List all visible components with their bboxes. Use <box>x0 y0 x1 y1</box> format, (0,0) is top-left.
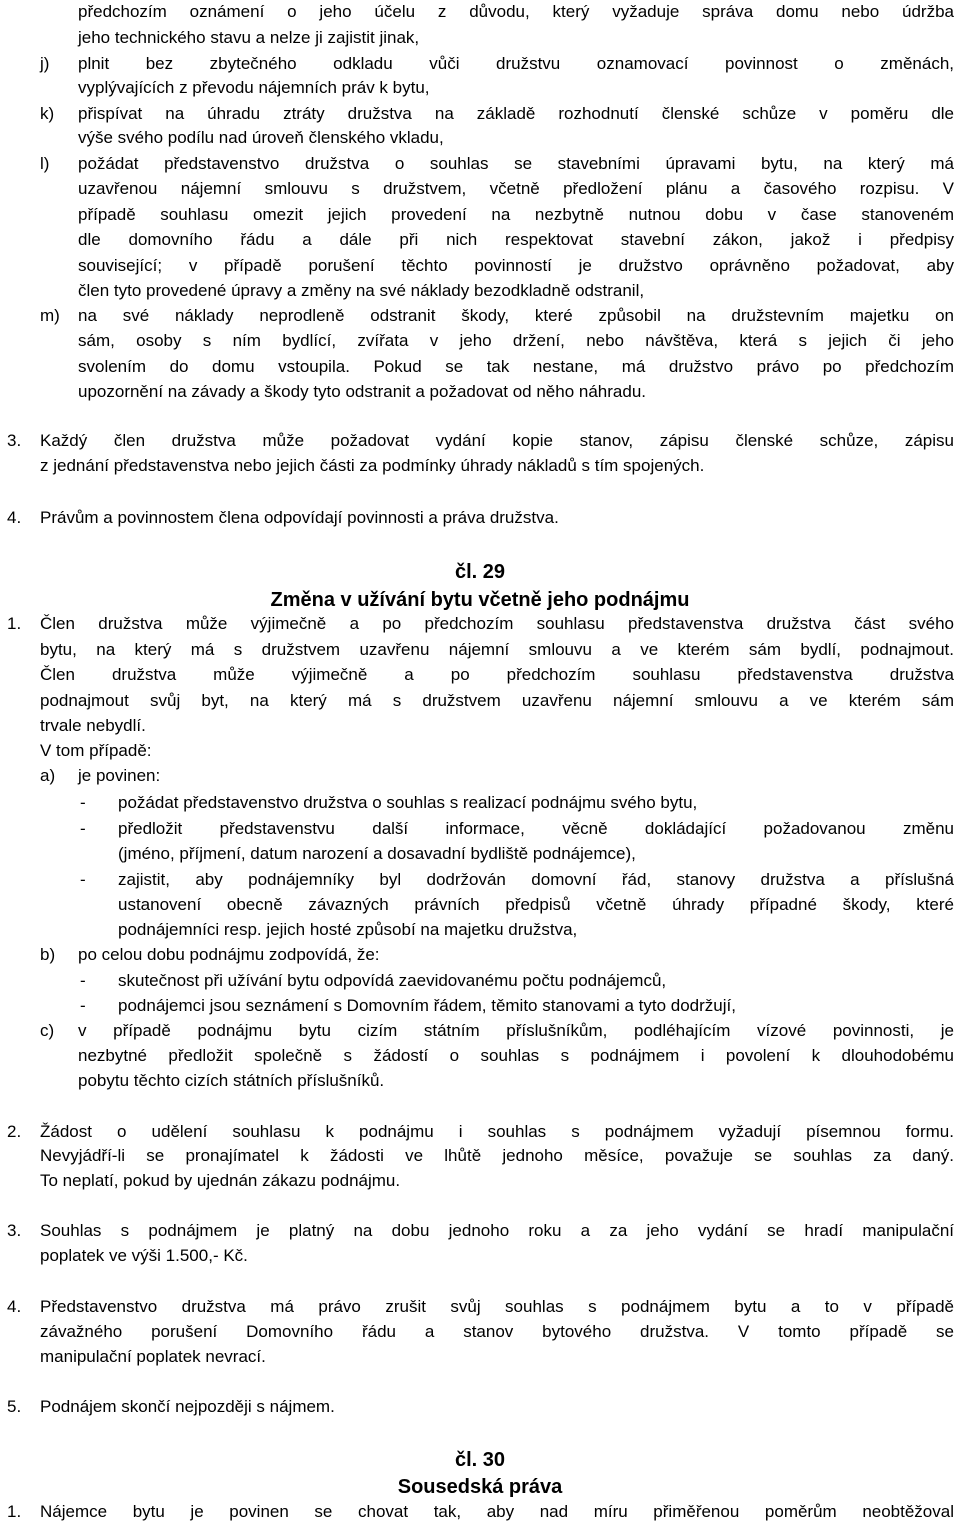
item-marker: b) <box>40 945 56 964</box>
item-b-line: po celou dobu podnájmu zodpovídá, že: <box>78 945 380 964</box>
paragraph-number: 3. <box>7 1221 22 1240</box>
paragraph-2-line: Žádost o udělení souhlasu k podnájmu i souhlas s podnájmem vyžadují písemnou formu. <box>40 1122 954 1141</box>
item-marker: c) <box>40 1021 55 1040</box>
item-l-line: požádat představenstvo družstva o souhlas se stavebními úpravami bytu, na který má <box>78 154 954 173</box>
item-a-sub-line: ustanovení obecně závazných právních předpisů včetně úhrady případné škody, které <box>118 895 954 914</box>
item-j-line: plnit bez zbytečného odkladu vůči družstvu oznamovací povinnost o změnách, <box>78 54 954 73</box>
paragraph-1-line: Nájemce bytu je povinen se chovat tak, aby nad míru přiměřenou poměrům neobtěžoval <box>40 1502 954 1521</box>
paragraph-2-line: To neplatí, pokud by ujednán zákazu podnájmu. <box>40 1171 401 1190</box>
item-c-line: pobytu těchto cizích státních příslušníků. <box>78 1071 385 1090</box>
item-k-line: výše svého podílu nad úroveň členského vkladu, <box>78 128 444 147</box>
item-c-line: nezbytné předložit společně s žádostí o souhlas s podnájmem i povolení k dlouhodobému <box>78 1046 954 1065</box>
paragraph-4-line: závažného porušení Domovního řádu a stanov bytového družstva. V tomto případě se <box>40 1322 954 1341</box>
paragraph-number: 2. <box>7 1122 22 1141</box>
item-a-sub-line: (jméno, příjmení, datum narození a dosavadní bydliště podnájemce), <box>118 844 636 863</box>
paragraph-3-line: poplatek ve výši 1.500,- Kč. <box>40 1246 248 1265</box>
item-b-sub-line: podnájemci jsou seznámení s Domovním řádem, těmito stanovami a tyto dodržují, <box>118 996 736 1015</box>
article-number: čl. 30 <box>454 1449 506 1471</box>
paragraph-number: 3. <box>7 431 22 450</box>
item-l-line: případě souhlasu omezit jejich provedení na nezbytně nutnou dobu v čase stanoveném <box>78 205 954 224</box>
item-m-line: upozornění na závady a škody tyto odstranit a požadovat od něho náhradu. <box>78 382 647 401</box>
paragraph-number: 4. <box>7 508 22 527</box>
item-marker: l) <box>40 154 50 173</box>
article-title: Sousedská práva <box>397 1476 563 1498</box>
item-i-continuation-line: jeho technického stavu a nelze ji zajistit jinak, <box>78 28 420 47</box>
item-a-line: je povinen: <box>78 766 161 785</box>
item-marker: k) <box>40 104 55 123</box>
paragraph-1-line: trvale nebydlí. <box>40 716 146 735</box>
item-b-sub-line: skutečnost při užívání bytu odpovídá zaevidovanému počtu podnájemců, <box>118 971 667 990</box>
paragraph-3-line: Každý člen družstva může požadovat vydání kopie stanov, zápisu členské schůze, zápisu <box>40 431 954 450</box>
item-i-continuation-line: předchozím oznámení o jeho účelu z důvodu, který vyžaduje správa domu nebo údržba <box>78 2 954 21</box>
paragraph-4-line: Představenstvo družstva má právo zrušit svůj souhlas s podnájmem bytu a to v případě <box>40 1297 954 1316</box>
paragraph-1-line: Člen družstva může výjimečně a po předchozím souhlasu představenstva družstva <box>40 665 954 684</box>
dash-bullet: - <box>80 971 86 990</box>
paragraph-number: 1. <box>7 614 22 633</box>
item-marker: a) <box>40 766 56 785</box>
article-title: Změna v užívání bytu včetně jeho podnájmu <box>270 589 690 611</box>
paragraph-number: 5. <box>7 1397 22 1416</box>
item-marker: m) <box>40 306 60 325</box>
paragraph-1-line: bytu, na který má s družstvem uzavřenu nájemní smlouvu a ve kterém sám bydlí, podnajmout. <box>40 640 954 659</box>
paragraph-number: 4. <box>7 1297 22 1316</box>
item-a-sub-line: zajistit, aby podnájemníky byl dodržován domovní řád, stanovy družstva a příslušná <box>118 870 954 889</box>
dash-bullet: - <box>80 793 86 812</box>
paragraph-4-line: Právům a povinnostem člena odpovídají povinnosti a práva družstva. <box>40 508 559 527</box>
item-l-line: uzavřenou nájemní smlouvu s družstvem, včetně předložení plánu a časového rozpisu. V <box>78 179 954 198</box>
item-m-line: sám, osoby s ním bydlící, zvířata v jeho držení, nebo návštěva, která s jejich či jeho <box>78 331 954 350</box>
item-m-line: svolením do domu vstoupila. Pokud se tak nestane, má družstvo právo po předchozím <box>78 357 954 376</box>
paragraph-1-line: Člen družstva může výjimečně a po předchozím souhlasu představenstva družstva část svého <box>40 614 954 633</box>
article-number: čl. 29 <box>454 561 506 583</box>
item-l-line: člen tyto provedené úpravy a změny na své náklady bezodkladně odstranil, <box>78 281 645 300</box>
item-a-sub-line: požádat představenstvo družstva o souhlas s realizací podnájmu svého bytu, <box>118 793 698 812</box>
paragraph-5-line: Podnájem skončí nejpozději s nájmem. <box>40 1397 335 1416</box>
item-marker: j) <box>40 54 50 73</box>
dash-bullet: - <box>80 996 86 1015</box>
paragraph-3-line: z jednání představenstva nebo jejich části za podmínky úhrady nákladů s tím spojených. <box>40 456 705 475</box>
paragraph-2-line: Nevyjádří-li se pronajímatel k žádosti ve lhůtě jednoho měsíce, považuje se souhlas za daný. <box>40 1146 954 1165</box>
item-m-line: na své náklady neprodleně odstranit škody, které způsobil na družstevním majetku on <box>78 306 954 325</box>
item-k-line: přispívat na úhradu ztráty družstva na základě rozhodnutí členské schůze v poměru dle <box>78 104 954 123</box>
paragraph-number: 1. <box>7 1502 22 1521</box>
paragraph-1-line: podnajmout svůj byt, na který má s družstvem uzavřenu nájemní smlouvu a ve kterém sám <box>40 691 954 710</box>
item-a-sub-line: předložit představenstvu další informace, věcně dokládající požadovanou změnu <box>118 819 954 838</box>
item-j-line: vyplývajících z převodu nájemních práv k bytu, <box>78 78 430 97</box>
dash-bullet: - <box>80 870 86 889</box>
paragraph-4-line: manipulační poplatek nevrací. <box>40 1347 266 1366</box>
dash-bullet: - <box>80 819 86 838</box>
item-l-line: dle domovního řádu a dále při nich respektovat stavební zákon, jakož i předpisy <box>78 230 954 249</box>
item-c-line: v případě podnájmu bytu cizím státním příslušníkům, podléhajícím vízové povinnosti, je <box>78 1021 954 1040</box>
item-a-sub-line: podnájemníci resp. jejich hosté způsobí na majetku družstva, <box>118 920 578 939</box>
paragraph-3-line: Souhlas s podnájmem je platný na dobu jednoho roku a za jeho vydání se hradí manipulační <box>40 1221 954 1240</box>
item-l-line: související; v případě porušení těchto povinností je družstvo oprávněno požadovat, aby <box>78 256 954 275</box>
paragraph-1-line: V tom případě: <box>40 741 152 760</box>
